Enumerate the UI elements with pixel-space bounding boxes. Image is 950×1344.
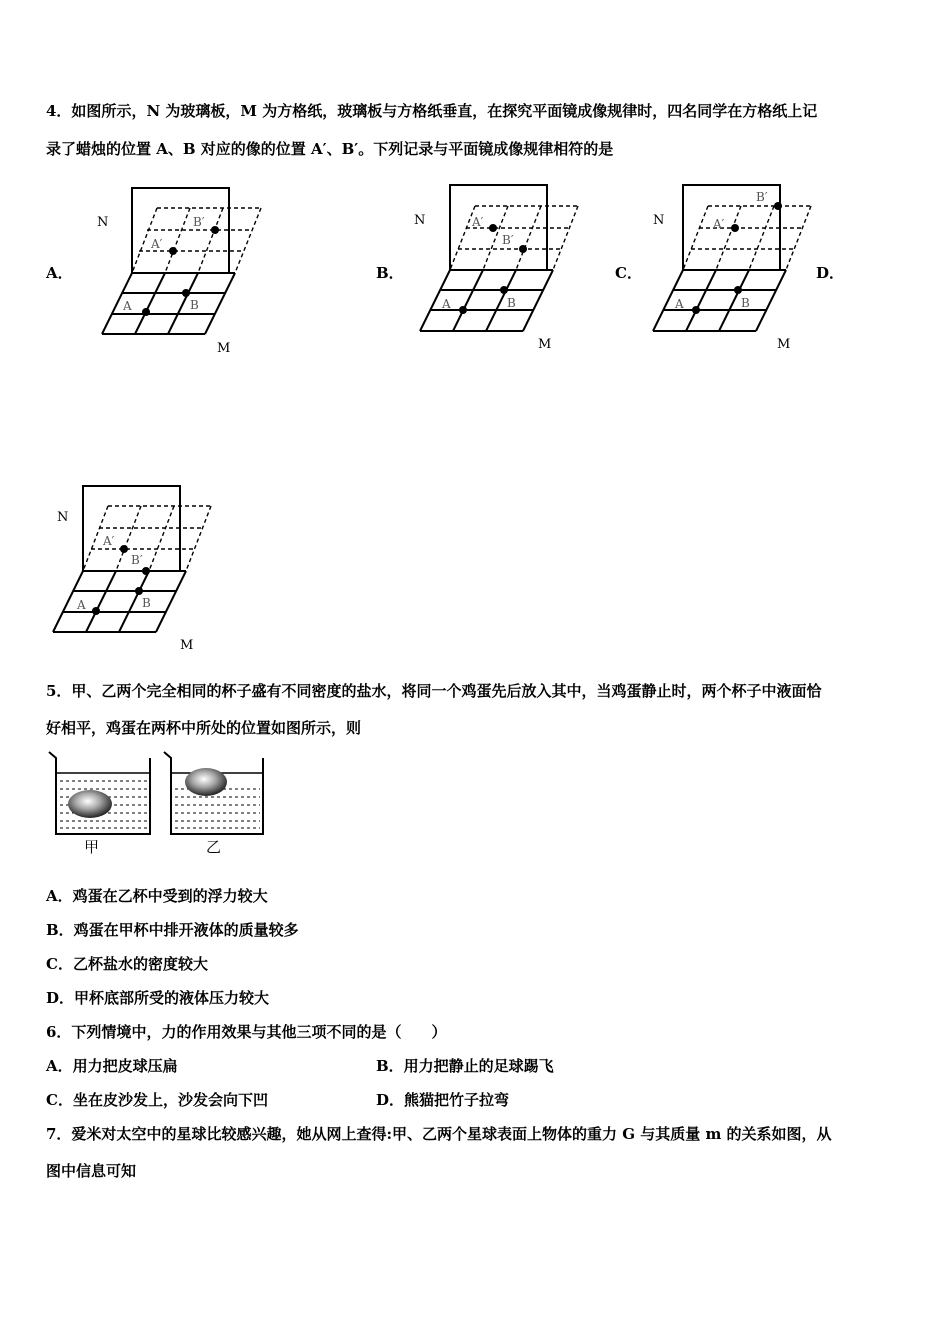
label-a-prime: A′: [151, 237, 163, 251]
grid-paper: [102, 273, 235, 334]
point-b: [500, 286, 508, 294]
q4-option-c-label: C．: [615, 264, 642, 282]
q4-figure-b: [410, 180, 585, 360]
label-b-prime: B′: [756, 190, 768, 204]
q5-option-a: A．鸡蛋在乙杯中受到的浮力较大: [46, 887, 268, 905]
grid-paper: [53, 571, 186, 632]
label-n: N: [414, 213, 426, 228]
cup-yi: [164, 752, 263, 834]
cup-jia-label: 甲: [84, 838, 100, 856]
q4-option-d-label: D．: [816, 264, 845, 282]
point-b-prime: [211, 226, 219, 234]
point-a-prime: [489, 224, 497, 232]
point-a-prime: [731, 224, 739, 232]
cup-jia: [49, 752, 150, 834]
point-a-prime: [169, 247, 177, 255]
q5-option-d: D．甲杯底部所受的液体压力较大: [46, 989, 270, 1007]
label-a: A: [77, 598, 86, 612]
point-a: [459, 306, 467, 314]
q6-option-a: A．用力把皮球压扁: [46, 1057, 178, 1075]
label-n: N: [57, 510, 69, 525]
q6-option-b: B．用力把静止的足球踢飞: [376, 1057, 554, 1075]
q4-line2: 录了蜡烛的位置 A、B 对应的像的位置 A′、B′。下列记录与平面镜成像规律相符的是: [46, 140, 614, 158]
label-n: N: [653, 213, 665, 228]
label-m: M: [217, 341, 231, 356]
point-b: [135, 587, 143, 595]
label-b: B: [741, 296, 750, 310]
q4-figure-d: [45, 478, 220, 658]
label-a-prime: A′: [103, 534, 115, 548]
q7-line1: 7．爱米对太空中的星球比较感兴趣，她从网上查得:甲、乙两个星球表面上物体的重力 G 与其质量 m 的关系如图，从: [46, 1125, 832, 1143]
q4-line1: 4．如图所示，N 为玻璃板，M 为方格纸，玻璃板与方格纸垂直，在探究平面镜成像规律时，四名同学在方格纸上记: [46, 102, 818, 120]
label-m: M: [538, 337, 552, 352]
q6-line1: 6．下列情境中，力的作用效果与其他三项不同的是（ ）: [46, 1023, 447, 1041]
q5-option-c: C．乙杯盐水的密度较大: [46, 955, 208, 973]
label-b-prime: B′: [193, 215, 205, 229]
point-b-prime: [519, 245, 527, 253]
label-a: A: [442, 297, 451, 311]
q6-option-c: C．坐在皮沙发上，沙发会向下凹: [46, 1091, 268, 1109]
point-b-prime: [774, 202, 782, 210]
egg-yi: [185, 768, 227, 796]
label-b: B: [142, 596, 151, 610]
label-b-prime: B′: [502, 233, 514, 247]
grid-paper: [420, 270, 553, 331]
label-a: A: [123, 299, 132, 313]
label-n: N: [97, 215, 109, 230]
point-b-prime: [142, 567, 150, 575]
q7-line2: 图中信息可知: [46, 1162, 137, 1180]
point-a: [692, 306, 700, 314]
egg-jia: [68, 790, 112, 818]
label-m: M: [777, 337, 791, 352]
point-b: [734, 286, 742, 294]
cup-yi-label: 乙: [206, 838, 222, 856]
point-b: [182, 289, 190, 297]
label-b-prime: B′: [131, 553, 143, 567]
point-a: [92, 607, 100, 615]
grid-paper: [653, 270, 786, 331]
q4-figure-c: [645, 180, 820, 360]
label-b: B: [507, 296, 516, 310]
q5-line1: 5．甲、乙两个完全相同的杯子盛有不同密度的盐水，将同一个鸡蛋先后放入其中，当鸡蛋静止时，两个杯子中液面恰: [46, 682, 822, 700]
label-a-prime: A′: [713, 217, 725, 231]
q6-option-d: D．熊猫把竹子拉弯: [376, 1091, 510, 1109]
label-a-prime: A′: [472, 215, 484, 229]
q5-cups-figure: [44, 748, 264, 863]
point-a-prime: [120, 545, 128, 553]
label-m: M: [180, 638, 194, 653]
q4-figure-a: [95, 180, 270, 360]
q4-option-a-label: A．: [46, 264, 73, 282]
point-a: [142, 308, 150, 316]
label-a: A: [675, 297, 684, 311]
q5-line2: 好相平，鸡蛋在两杯中所处的位置如图所示，则: [46, 719, 362, 737]
q4-option-b-label: B．: [376, 264, 404, 282]
label-b: B: [190, 298, 199, 312]
q5-option-b: B．鸡蛋在甲杯中排开液体的质量较多: [46, 921, 299, 939]
